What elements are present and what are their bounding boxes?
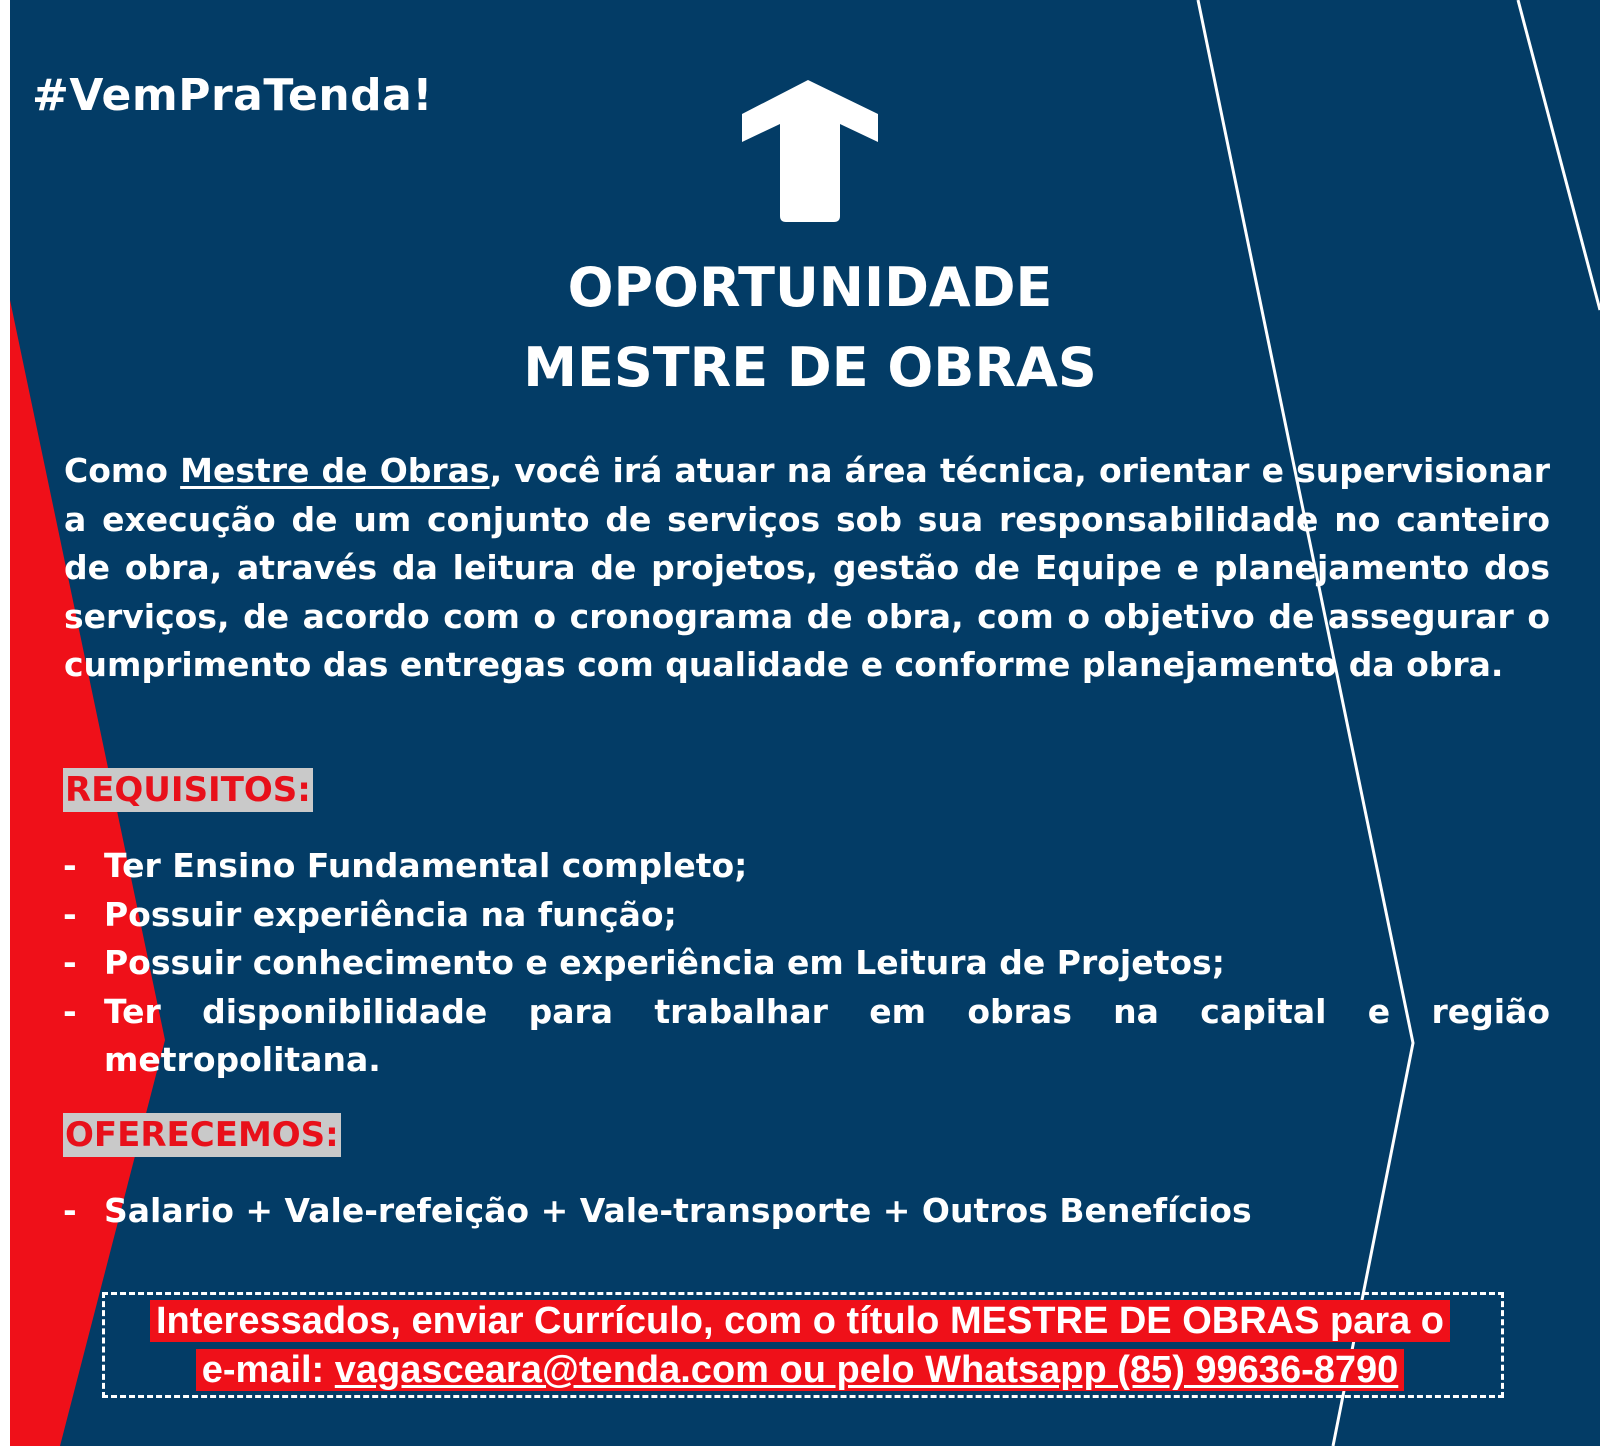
cta-line-1 xyxy=(0,1298,1600,1344)
list-item xyxy=(63,891,1550,940)
tenda-arrow-logo-icon xyxy=(742,80,878,224)
requirement-text: Possuir conhecimento e experiência em Leitura de Projetos; xyxy=(104,943,1225,982)
list-item xyxy=(63,988,1550,1085)
requirement-text: Possuir experiência na função; xyxy=(104,894,677,934)
job-description xyxy=(64,447,1550,690)
bullet-dash: - xyxy=(63,1191,77,1230)
requirements-heading: REQUISITOS: xyxy=(65,770,311,810)
requirements-list xyxy=(63,842,1550,1085)
offers-heading: OFERECEMOS: xyxy=(65,1115,339,1155)
list-item xyxy=(63,842,1550,891)
requirement-text: Ter disponibilidade para trabalhar em obras na capital e região metropolitana. xyxy=(104,991,1550,1079)
description-lead: Como xyxy=(64,451,168,490)
bullet-dash: - xyxy=(63,894,77,934)
offer-text: Salario + Vale-refeição + Vale-transporte + Outros Benefícios xyxy=(104,1191,1252,1230)
bullet-dash: - xyxy=(63,943,77,982)
description-rest: , você irá atuar na área técnica, orientar e supervisionar a execução de um conjunto de serviços sob sua responsabilidade no canteiro de obra, através da leitura de projetos, gestão de Equipe e planejamento dos serviços, de acordo com o cronograma de obra, com o objetivo de assegurar o cumprimento das entregas com qualidade e conforme planejamento da obra. xyxy=(64,451,1550,684)
cta-email-label: e-mail: xyxy=(201,1349,335,1391)
offers-list xyxy=(63,1187,1550,1236)
cta-contact xyxy=(196,1349,1405,1391)
cta-text: Interessados, enviar Currículo, com o título MESTRE DE OBRAS para o xyxy=(150,1300,1450,1342)
list-item xyxy=(63,939,1550,988)
requirement-text: Ter Ensino Fundamental completo; xyxy=(104,846,748,885)
description-role: Mestre de Obras xyxy=(180,451,490,490)
cta-line-2 xyxy=(0,1347,1600,1393)
bullet-dash: - xyxy=(63,991,77,1031)
hashtag: #VemPraTenda! xyxy=(32,70,433,121)
list-item xyxy=(63,1187,1550,1236)
bullet-dash: - xyxy=(63,846,77,885)
contact-link[interactable]: vagasceara@tenda.com ou pelo Whatsapp (85) 99636-8790 xyxy=(334,1349,1399,1391)
title-line-1: OPORTUNIDADE xyxy=(567,256,1053,319)
title-line-2: MESTRE DE OBRAS xyxy=(523,336,1097,399)
